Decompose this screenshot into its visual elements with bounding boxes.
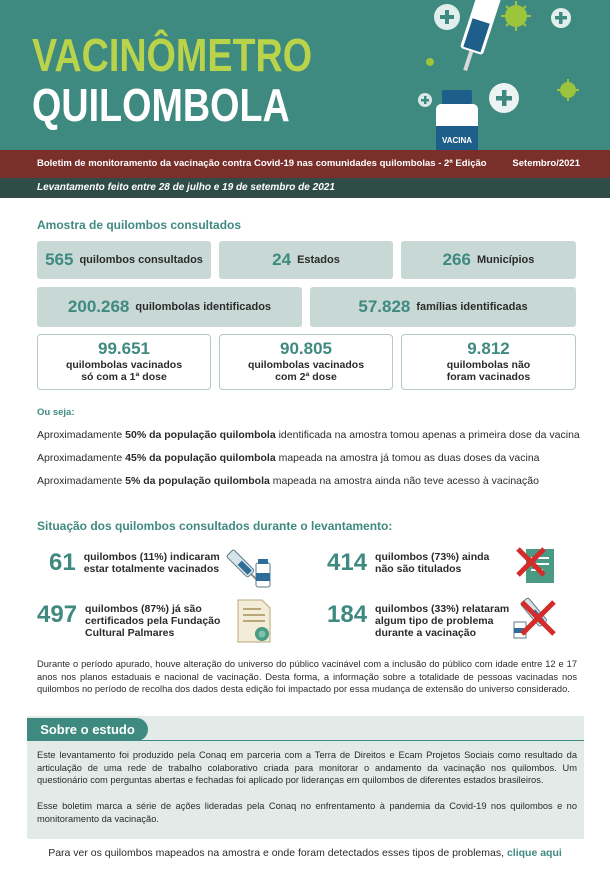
vaccination-number: 90.805 bbox=[280, 339, 332, 358]
bulletin-date: Setembro/2021 bbox=[512, 158, 580, 169]
vaccination-label: quilombolas vacinados só com a 1ª dose bbox=[65, 359, 183, 383]
situation-number: 61 bbox=[49, 549, 76, 576]
situation-item bbox=[327, 602, 509, 639]
syringe-vial-icon bbox=[226, 545, 272, 589]
ou-seja-label: Ou seja: bbox=[37, 407, 75, 418]
stat-number: 266 bbox=[442, 250, 471, 269]
note-paragraph: Durante o período apurado, houve alteração do universo do público vacinável com a inclusão do público com idade entre 12 e 17 anos nos planos estaduais e nacional de vacinação. Desta forma, a informação sobre a totalidade de pessoas vacinadas nos quilombos no período de recolha dos dados desta edição foi impactado por essa mudança de extensão do universo considerado. bbox=[37, 659, 577, 694]
stat-box bbox=[37, 241, 211, 279]
situation-number: 414 bbox=[327, 549, 368, 576]
stat-number: 565 bbox=[45, 250, 74, 269]
document-crossed-icon bbox=[514, 545, 560, 587]
stat-label: Municípios bbox=[476, 254, 535, 266]
survey-period-bar bbox=[0, 178, 610, 198]
header-banner bbox=[0, 0, 610, 150]
vial-label: VACINA bbox=[441, 136, 473, 145]
situation-label: quilombos (33%) relataram algum tipo de problema durante a vacinação bbox=[375, 603, 510, 639]
study-tag: Sobre o estudo bbox=[27, 718, 148, 741]
stat-box bbox=[310, 287, 576, 327]
stat-label: Estados bbox=[297, 254, 340, 266]
study-paragraph-2: Esse boletim marca a série de ações lideradas pela Conaq no enfrentamento à pandemia da Covid-19 nos quilombos e no monitoramento da vacinação. bbox=[37, 801, 577, 824]
stat-box bbox=[219, 241, 393, 279]
stat-number: 24 bbox=[272, 250, 292, 269]
stat-label: quilombolas identificados bbox=[135, 301, 272, 313]
title-line-1: VACINÔMETRO bbox=[32, 29, 313, 81]
situation-item bbox=[327, 550, 489, 576]
title-line-2: QUILOMBOLA bbox=[32, 79, 290, 131]
situation-item bbox=[37, 602, 220, 639]
click-here-link[interactable]: clique aqui bbox=[506, 847, 562, 859]
situation-label: quilombos (11%) indicaram estar totalmente vacinados bbox=[83, 551, 220, 575]
vaccination-box bbox=[37, 334, 211, 390]
stat-label: quilombos consultados bbox=[79, 254, 203, 266]
situation-title: Situação dos quilombos consultados durante o levantamento: bbox=[37, 519, 393, 533]
stat-number: 200.268 bbox=[67, 297, 130, 316]
sample-title: Amostra de quilombos consultados bbox=[37, 218, 242, 232]
certificate-icon bbox=[234, 598, 274, 646]
situation-item bbox=[49, 550, 220, 576]
syringe-crossed-icon bbox=[512, 596, 562, 642]
stat-box bbox=[37, 287, 302, 327]
vaccination-number: 99.651 bbox=[98, 339, 150, 358]
stat-number: 57.828 bbox=[358, 297, 411, 316]
summary-line: Aproximadamente 5% da população quilombola mapeada na amostra ainda não teve acesso à vacinação bbox=[37, 475, 539, 487]
stat-box bbox=[401, 241, 576, 279]
situation-number: 184 bbox=[327, 601, 368, 628]
bulletin-text: Boletim de monitoramento da vacinação contra Covid-19 nas comunidades quilombolas - 2ª Edição bbox=[37, 158, 487, 169]
vaccination-box bbox=[219, 334, 393, 390]
summary-line: Aproximadamente 45% da população quilombola mapeada na amostra já tomou as duas doses da vacina bbox=[37, 452, 540, 464]
bulletin-bar bbox=[0, 150, 610, 178]
situation-number: 497 bbox=[37, 601, 78, 628]
situation-label: quilombos (73%) ainda não são titulados bbox=[375, 551, 490, 575]
vaccination-label: quilombolas vacinados com 2ª dose bbox=[247, 359, 365, 383]
plus-circle-icon bbox=[418, 4, 571, 113]
survey-period-text: Levantamento feito entre 28 de julho e 19 de setembro de 2021 bbox=[37, 182, 335, 193]
footer-text: Para ver os quilombos mapeados na amostra e onde foram detectados esses tipos de problemas, bbox=[48, 847, 507, 859]
vaccination-number: 9.812 bbox=[467, 339, 510, 358]
study-paragraph-1: Este levantamento foi produzido pela Conaq em parceria com a Terra de Direitos e Ecam Projetos Sociais como resultado da articulação de uma rede de trabalho colaborativo criada para monitorar o andamento da vacinação nos quilombos. Um questionário com perguntas abertas e fechadas foi aplicado por lideranças em quilombos de diferentes estados brasileiros. bbox=[37, 750, 577, 785]
summary-line: Aproximadamente 50% da população quilombola identificada na amostra tomou apenas a primeira dose da vacina bbox=[37, 429, 580, 441]
situation-label: quilombos (87%) já são certificados pela Fundação Cultural Palmares bbox=[85, 603, 221, 639]
vaccination-label: quilombolas não foram vacinados bbox=[446, 359, 531, 383]
footer bbox=[0, 847, 610, 859]
stat-label: famílias identificadas bbox=[416, 301, 528, 313]
vaccination-box bbox=[401, 334, 576, 390]
vaccine-vial-icon bbox=[436, 90, 478, 150]
